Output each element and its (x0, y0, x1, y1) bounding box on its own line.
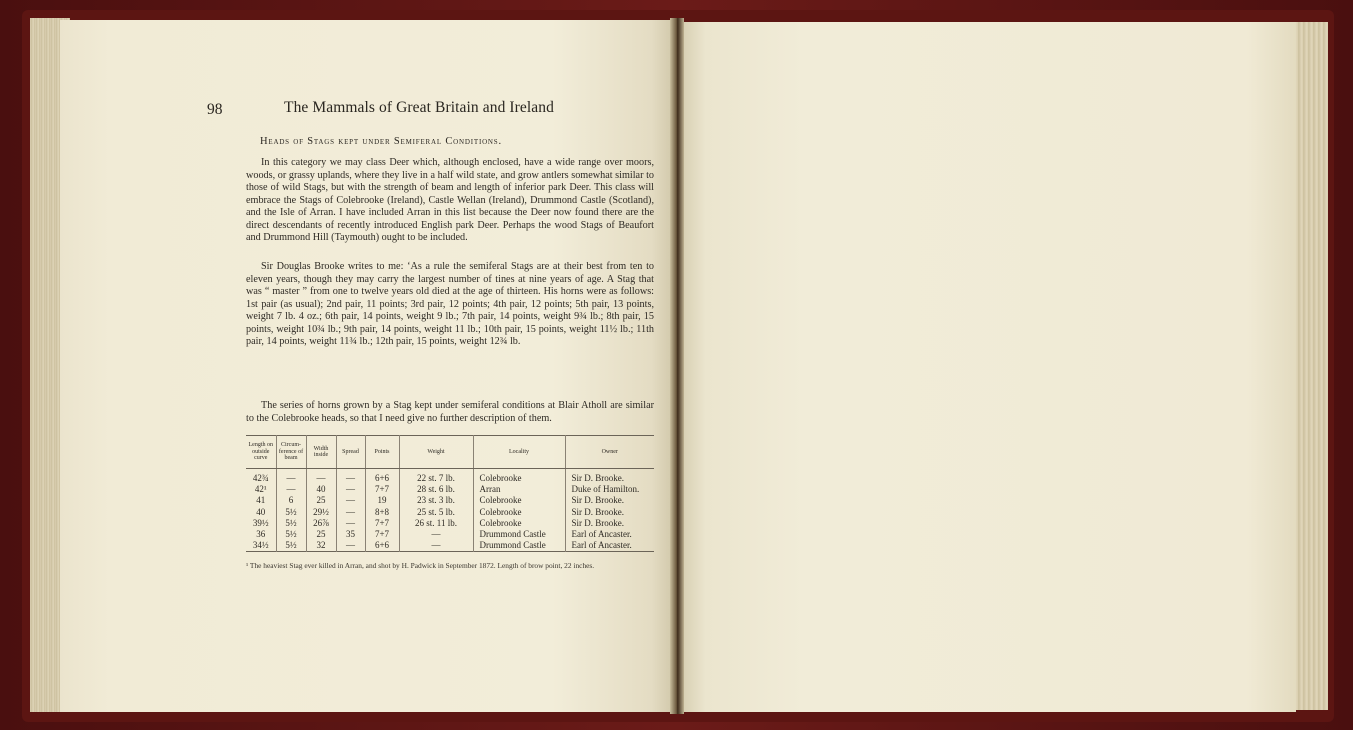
cell-weight: — (399, 540, 473, 552)
cell-spread: 35 (336, 529, 365, 540)
cell-length: 36 (256, 529, 266, 540)
paragraph (246, 157, 654, 245)
column-header: Circum-ference of beam (276, 436, 306, 469)
cell-length: 39½ (252, 517, 269, 528)
cell-circumference: — (276, 484, 306, 495)
column-header: Width inside (306, 436, 336, 469)
cell-width: 40 (306, 484, 336, 495)
book-gutter (670, 18, 684, 714)
cell-width: 25 (306, 495, 336, 506)
column-header: Owner (565, 436, 654, 469)
paragraph-text: In this category we may class Deer which, although enclosed, have a wide range over moors, woods, or grassy uplands, where they live in a half wild state, and grow antlers somewhat similar to those of wild Stags, but with the strength of beam and length of inferior park Deer. This class will embrace the Stags of Colebrooke (Ireland), Castle Wellan (Ireland), Drummond Castle (Scotland), and the Isle of Arran. I have included Arran in this list because the Deer now found there are the direct descendants of recently introduced English park Deer. Perhaps the wood Stags of Beaufort and Drummond Hill (Taymouth) ought to be included. (246, 157, 654, 244)
cell-locality: Arran (473, 484, 565, 495)
cell-width: 29½ (306, 507, 336, 518)
cell-owner: Earl of Ancaster. (565, 540, 654, 552)
column-header: Weight (399, 436, 473, 469)
cell-owner: Sir D. Brooke. (565, 469, 654, 485)
paragraph-text: Sir Douglas Brooke writes to me: ‘As a rule the semiferal Stags are at their best from ten to eleven years, though they may carry the largest number of tines at nine years of age. A Stag that was “ master ” from one to twelve years old died at the age of thirteen. His horns were as follows: 1st pair (as usual); 2nd pair, 11 points; 3rd pair, 12 points; 4th pair, 12 points; 5th pair, 13 points, weight 7 lb. 4 oz.; 6th pair, 14 points, weight 9 lb.; 7th pair, 14 points, weight 9¾ lb.; 8th pair, 15 points, weight 10¾ lb.; 9th pair, 14 points, weight 11 lb.; 10th pair, 15 points, weight 11½ lb.; 11th pair, 14 points, weight 11¾ lb.; 12th pair, 15 points, weight 12¾ lb. (246, 261, 654, 348)
cell-length: 40 (256, 506, 266, 517)
cell-points: 6+6 (365, 469, 399, 485)
cell-circumference: 6 (276, 495, 306, 506)
cell-points: 8+8 (365, 507, 399, 518)
section-heading: Heads of Stags kept under Semiferal Conditions. (260, 136, 502, 147)
cell-locality: Colebrooke (473, 495, 565, 506)
right-page-blank (681, 22, 1296, 712)
cell-locality: Drummond Castle (473, 540, 565, 552)
cell-width: 25 (306, 529, 336, 540)
cell-spread: — (336, 507, 365, 518)
cell-points: 7+7 (365, 484, 399, 495)
table-row (246, 529, 654, 540)
cell-weight: — (399, 529, 473, 540)
column-header: Length on outside curve (246, 436, 276, 469)
cell-length: 34½ (252, 540, 269, 551)
table-header-row (246, 436, 654, 469)
footnote: ¹ The heaviest Stag ever killed in Arran, and shot by H. Padwick in September 1872. Length of brow point, 22 inches. (246, 561, 595, 570)
column-header: Points (365, 436, 399, 469)
column-header: Spread (336, 436, 365, 469)
cell-locality: Colebrooke (473, 518, 565, 529)
cell-points: 7+7 (365, 529, 399, 540)
cell-width: — (306, 469, 336, 485)
cell-weight: 25 st. 5 lb. (399, 507, 473, 518)
cell-weight: 28 st. 6 lb. (399, 484, 473, 495)
table-row (246, 484, 654, 495)
table-row (246, 518, 654, 529)
cell-owner: Sir D. Brooke. (565, 518, 654, 529)
cell-owner: Duke of Hamilton. (565, 484, 654, 495)
cell-circumference: 5½ (276, 540, 306, 552)
cell-weight: 22 st. 7 lb. (399, 469, 473, 485)
cell-points: 6+6 (365, 540, 399, 552)
page-number: 98 (207, 101, 223, 118)
cell-length: 41 (256, 495, 266, 506)
paragraph (246, 400, 654, 425)
paragraph-text: The series of horns grown by a Stag kept under semiferal conditions at Blair Atholl are similar to the Colebrooke heads, so that I need give no further description of them. (246, 400, 654, 424)
cell-weight: 26 st. 11 lb. (399, 518, 473, 529)
cell-circumference: — (276, 469, 306, 485)
cell-locality: Colebrooke (473, 469, 565, 485)
cell-spread: — (336, 495, 365, 506)
cell-locality: Drummond Castle (473, 529, 565, 540)
cell-owner: Earl of Ancaster. (565, 529, 654, 540)
cell-spread: — (336, 484, 365, 495)
cell-length: 42¹ (254, 484, 267, 495)
cell-spread: — (336, 469, 365, 485)
column-header: Locality (473, 436, 565, 469)
cell-spread: — (336, 540, 365, 552)
cell-length: 42¾ (252, 473, 269, 484)
cell-width: 26⅞ (306, 518, 336, 529)
table-row (246, 495, 654, 506)
cell-spread: — (336, 518, 365, 529)
left-page (60, 20, 676, 712)
cell-owner: Sir D. Brooke. (565, 507, 654, 518)
cell-width: 32 (306, 540, 336, 552)
cell-circumference: 5½ (276, 529, 306, 540)
cell-points: 7+7 (365, 518, 399, 529)
cell-weight: 23 st. 3 lb. (399, 495, 473, 506)
stag-heads-table (246, 435, 654, 552)
cell-owner: Sir D. Brooke. (565, 495, 654, 506)
table-row (246, 540, 654, 552)
cell-circumference: 5½ (276, 507, 306, 518)
cell-locality: Colebrooke (473, 507, 565, 518)
paragraph (246, 261, 654, 349)
table-row (246, 507, 654, 518)
table-row (246, 469, 654, 485)
running-title: The Mammals of Great Britain and Ireland (284, 99, 554, 116)
cell-circumference: 5½ (276, 518, 306, 529)
cell-points: 19 (365, 495, 399, 506)
